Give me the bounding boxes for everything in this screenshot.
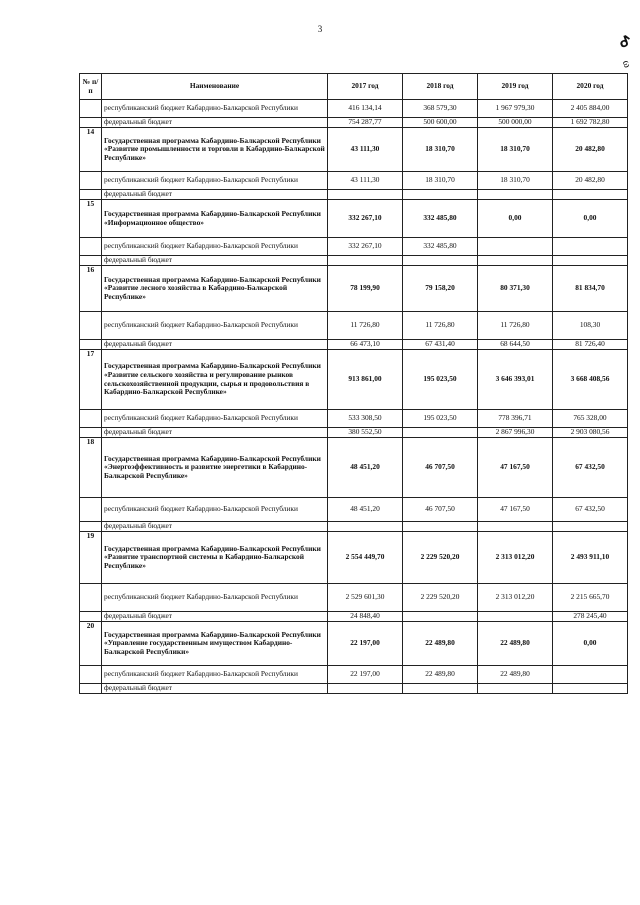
- row-number: [80, 612, 102, 622]
- value-2017: 380 552,50: [328, 428, 403, 438]
- value-2020: 67 432,50: [553, 438, 628, 498]
- row-name: федеральный бюджет: [102, 522, 328, 532]
- row-name: федеральный бюджет: [102, 118, 328, 128]
- value-2020: 2 903 080,56: [553, 428, 628, 438]
- row-name: федеральный бюджет: [102, 190, 328, 200]
- value-2018: 67 431,40: [403, 340, 478, 350]
- value-2018: 2 229 520,20: [403, 532, 478, 584]
- federal-budget-row: [80, 256, 628, 266]
- value-2020: [553, 666, 628, 684]
- value-2017: 48 451,20: [328, 438, 403, 498]
- header-2017: 2017 год: [328, 74, 403, 100]
- row-number: 18: [80, 438, 102, 498]
- value-2017: 66 473,10: [328, 340, 403, 350]
- row-number: [80, 312, 102, 340]
- value-2020: 2 215 665,70: [553, 584, 628, 612]
- value-2017: [328, 190, 403, 200]
- value-2019: 2 313 012,20: [478, 584, 553, 612]
- row-name: Государственная программа Кабардино-Балкарской Республики «Развитие промышленности и торговли в Кабардино-Балкарской Республике»: [102, 128, 328, 172]
- row-number: 20: [80, 622, 102, 666]
- row-name: республиканский бюджет Кабардино-Балкарской Республики: [102, 172, 328, 190]
- program-row: [80, 622, 628, 666]
- value-2017: 24 848,40: [328, 612, 403, 622]
- value-2020: 20 482,80: [553, 172, 628, 190]
- program-row: [80, 200, 628, 238]
- value-2019: 2 867 996,30: [478, 428, 553, 438]
- row-name: федеральный бюджет: [102, 428, 328, 438]
- value-2017: 754 287,77: [328, 118, 403, 128]
- value-2018: 368 579,30: [403, 100, 478, 118]
- value-2018: [403, 428, 478, 438]
- value-2018: 2 229 520,20: [403, 584, 478, 612]
- row-name: Государственная программа Кабардино-Балкарской Республики «Управление государственным имуществом Кабардино-Балкарской Республики»: [102, 622, 328, 666]
- value-2018: 18 310,70: [403, 172, 478, 190]
- value-2018: [403, 684, 478, 694]
- row-number: 19: [80, 532, 102, 584]
- value-2018: 332 485,80: [403, 200, 478, 238]
- federal-budget-row: [80, 190, 628, 200]
- row-number: 16: [80, 266, 102, 312]
- row-name: республиканский бюджет Кабардино-Балкарской Республики: [102, 498, 328, 522]
- regional-budget-row: [80, 666, 628, 684]
- value-2018: 332 485,80: [403, 238, 478, 256]
- row-name: федеральный бюджет: [102, 256, 328, 266]
- row-number: [80, 256, 102, 266]
- header-num: № п/п: [80, 74, 102, 100]
- regional-budget-row: [80, 100, 628, 118]
- header-name: Наименование: [102, 74, 328, 100]
- value-2017: 11 726,80: [328, 312, 403, 340]
- value-2017: 2 529 601,30: [328, 584, 403, 612]
- row-name: федеральный бюджет: [102, 612, 328, 622]
- value-2019: 18 310,70: [478, 172, 553, 190]
- value-2018: [403, 256, 478, 266]
- value-2017: 22 197,00: [328, 622, 403, 666]
- value-2020: 81 834,70: [553, 266, 628, 312]
- program-row: [80, 438, 628, 498]
- regional-budget-row: [80, 498, 628, 522]
- value-2019: 18 310,70: [478, 128, 553, 172]
- value-2019: 0,00: [478, 200, 553, 238]
- row-name: республиканский бюджет Кабардино-Балкарской Республики: [102, 100, 328, 118]
- row-name: республиканский бюджет Кабардино-Балкарской Республики: [102, 238, 328, 256]
- value-2018: 11 726,80: [403, 312, 478, 340]
- federal-budget-row: [80, 684, 628, 694]
- value-2020: [553, 190, 628, 200]
- header-2019: 2019 год: [478, 74, 553, 100]
- value-2019: 47 167,50: [478, 438, 553, 498]
- value-2019: 778 396,71: [478, 410, 553, 428]
- value-2017: 43 111,30: [328, 172, 403, 190]
- row-number: [80, 100, 102, 118]
- value-2019: [478, 684, 553, 694]
- value-2019: [478, 612, 553, 622]
- regional-budget-row: [80, 172, 628, 190]
- value-2017: 913 861,00: [328, 350, 403, 410]
- federal-budget-row: [80, 340, 628, 350]
- row-name: федеральный бюджет: [102, 340, 328, 350]
- value-2018: 46 707,50: [403, 498, 478, 522]
- value-2018: 195 023,50: [403, 350, 478, 410]
- value-2020: 3 668 408,56: [553, 350, 628, 410]
- value-2020: 108,30: [553, 312, 628, 340]
- row-number: [80, 684, 102, 694]
- value-2019: [478, 522, 553, 532]
- row-number: [80, 238, 102, 256]
- value-2019: [478, 190, 553, 200]
- value-2017: 416 134,14: [328, 100, 403, 118]
- value-2019: [478, 256, 553, 266]
- value-2019: 47 167,50: [478, 498, 553, 522]
- value-2018: 500 600,00: [403, 118, 478, 128]
- value-2020: 278 245,40: [553, 612, 628, 622]
- value-2020: 0,00: [553, 200, 628, 238]
- handwritten-mark: ᕷ: [618, 33, 635, 52]
- value-2017: 332 267,10: [328, 238, 403, 256]
- header-2018: 2018 год: [403, 74, 478, 100]
- row-name: федеральный бюджет: [102, 684, 328, 694]
- value-2017: [328, 256, 403, 266]
- value-2020: [553, 256, 628, 266]
- row-name: Государственная программа Кабардино-Балкарской Республики «Развитие транспортной системы в Кабардино-Балкарской Республике»: [102, 532, 328, 584]
- row-number: [80, 190, 102, 200]
- row-number: [80, 666, 102, 684]
- row-number: [80, 584, 102, 612]
- row-name: республиканский бюджет Кабардино-Балкарской Республики: [102, 410, 328, 428]
- row-name: Государственная программа Кабардино-Балкарской Республики «Энергоэффективность и развитие энергетики в Кабардино-Балкарской Республике»: [102, 438, 328, 498]
- handwritten-mark-2: ω: [619, 58, 634, 70]
- value-2020: 81 726,40: [553, 340, 628, 350]
- value-2018: 79 158,20: [403, 266, 478, 312]
- value-2020: 1 692 782,80: [553, 118, 628, 128]
- regional-budget-row: [80, 312, 628, 340]
- federal-budget-row: [80, 118, 628, 128]
- row-number: [80, 410, 102, 428]
- value-2018: 22 489,80: [403, 622, 478, 666]
- table-header-row: [80, 74, 628, 100]
- row-name: Государственная программа Кабардино-Балкарской Республики «Информационное общество»: [102, 200, 328, 238]
- header-2020: 2020 год: [553, 74, 628, 100]
- page-number: 3: [317, 24, 323, 34]
- row-number: 15: [80, 200, 102, 238]
- federal-budget-row: [80, 612, 628, 622]
- row-number: [80, 498, 102, 522]
- value-2019: 11 726,80: [478, 312, 553, 340]
- value-2018: 22 489,80: [403, 666, 478, 684]
- value-2018: [403, 522, 478, 532]
- value-2019: 500 000,00: [478, 118, 553, 128]
- row-number: [80, 340, 102, 350]
- row-name: республиканский бюджет Кабардино-Балкарской Республики: [102, 312, 328, 340]
- regional-budget-row: [80, 410, 628, 428]
- federal-budget-row: [80, 428, 628, 438]
- value-2017: [328, 684, 403, 694]
- value-2018: [403, 190, 478, 200]
- value-2019: 1 967 979,30: [478, 100, 553, 118]
- value-2020: 0,00: [553, 622, 628, 666]
- value-2019: 22 489,80: [478, 622, 553, 666]
- value-2018: [403, 612, 478, 622]
- value-2020: [553, 238, 628, 256]
- value-2020: 765 328,00: [553, 410, 628, 428]
- value-2019: 3 646 393,01: [478, 350, 553, 410]
- value-2017: 48 451,20: [328, 498, 403, 522]
- row-name: Государственная программа Кабардино-Балкарской Республики «Развитие сельского хозяйства и регулирование рынков сельскохозяйственной продукции, сырья и продовольствия в Кабардино-Балкарской Республике»: [102, 350, 328, 410]
- value-2020: 67 432,50: [553, 498, 628, 522]
- value-2018: 195 023,50: [403, 410, 478, 428]
- value-2020: 20 482,80: [553, 128, 628, 172]
- table-body: [80, 100, 628, 694]
- row-number: 17: [80, 350, 102, 410]
- row-name: республиканский бюджет Кабардино-Балкарской Республики: [102, 584, 328, 612]
- row-number: [80, 522, 102, 532]
- value-2019: 80 371,30: [478, 266, 553, 312]
- value-2020: [553, 684, 628, 694]
- program-row: [80, 128, 628, 172]
- budget-table: [79, 73, 628, 694]
- value-2017: [328, 522, 403, 532]
- value-2017: 332 267,10: [328, 200, 403, 238]
- program-row: [80, 266, 628, 312]
- regional-budget-row: [80, 238, 628, 256]
- program-row: [80, 350, 628, 410]
- value-2017: 78 199,90: [328, 266, 403, 312]
- regional-budget-row: [80, 584, 628, 612]
- row-number: 14: [80, 128, 102, 172]
- value-2020: 2 493 911,10: [553, 532, 628, 584]
- value-2019: 22 489,80: [478, 666, 553, 684]
- program-row: [80, 532, 628, 584]
- value-2019: 2 313 012,20: [478, 532, 553, 584]
- value-2017: 533 308,50: [328, 410, 403, 428]
- value-2017: 22 197,00: [328, 666, 403, 684]
- row-name: Государственная программа Кабардино-Балкарской Республики «Развитие лесного хозяйства в Кабардино-Балкарской Республике»: [102, 266, 328, 312]
- value-2018: 18 310,70: [403, 128, 478, 172]
- value-2019: [478, 238, 553, 256]
- value-2017: 2 554 449,70: [328, 532, 403, 584]
- value-2020: [553, 522, 628, 532]
- row-number: [80, 118, 102, 128]
- value-2019: 68 644,50: [478, 340, 553, 350]
- row-name: республиканский бюджет Кабардино-Балкарской Республики: [102, 666, 328, 684]
- value-2018: 46 707,50: [403, 438, 478, 498]
- row-number: [80, 428, 102, 438]
- value-2017: 43 111,30: [328, 128, 403, 172]
- row-number: [80, 172, 102, 190]
- value-2020: 2 405 884,00: [553, 100, 628, 118]
- federal-budget-row: [80, 522, 628, 532]
